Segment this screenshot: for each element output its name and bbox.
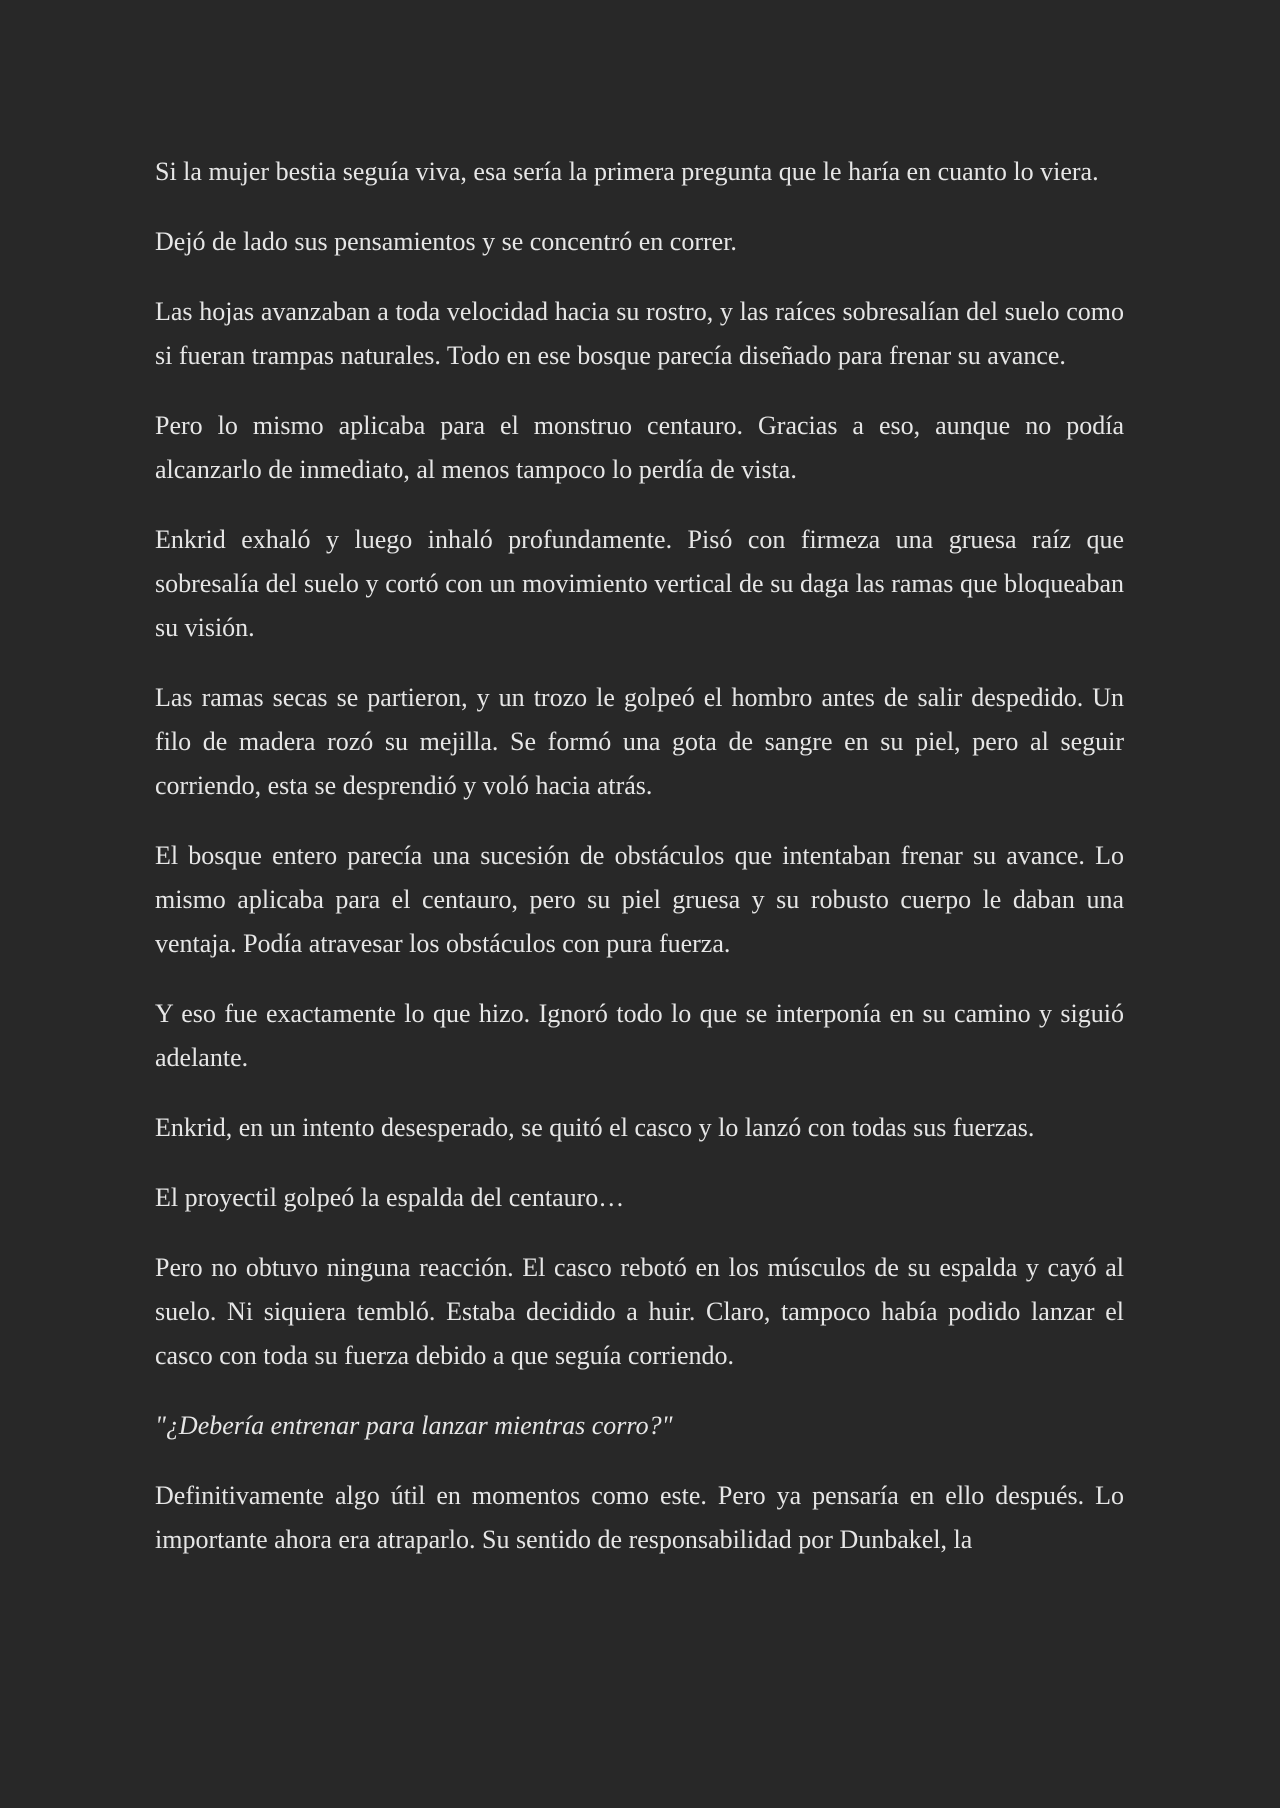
paragraph-11: Pero no obtuvo ninguna reacción. El casco rebotó en los músculos de su espalda y cayó al suelo. Ni siquiera tembló. Estaba decidido a huir. Claro, tampoco había podido lanzar el casco con toda su fuerza debido a que seguía corriendo. <box>155 1253 1124 1370</box>
paragraph-10: El proyectil golpeó la espalda del centauro… <box>155 1183 625 1212</box>
paragraph-1: Si la mujer bestia seguía viva, esa sería la primera pregunta que le haría en cuanto lo viera. <box>155 157 1099 186</box>
paragraph-4: Pero lo mismo aplicaba para el monstruo centauro. Gracias a eso, aunque no podía alcanzarlo de inmediato, al menos tampoco lo perdía de vista. <box>155 411 1124 484</box>
paragraph-5: Enkrid exhaló y luego inhaló profundamente. Pisó con firmeza una gruesa raíz que sobresalía del suelo y cortó con un movimiento vertical de su daga las ramas que bloqueaban su visión. <box>155 525 1124 642</box>
paragraph-13: Definitivamente algo útil en momentos como este. Pero ya pensaría en ello después. Lo importante ahora era atraparlo. Su sentido de responsabilidad por Dunbakel, la <box>155 1481 1124 1554</box>
chapter-text <box>155 150 1124 1562</box>
paragraph-2: Dejó de lado sus pensamientos y se concentró en correr. <box>155 227 737 256</box>
paragraph-7: El bosque entero parecía una sucesión de obstáculos que intentaban frenar su avance. Lo mismo aplicaba para el centauro, pero su piel gruesa y su robusto cuerpo le daban una ventaja. Podía atravesar los obstáculos con pura fuerza. <box>155 841 1124 958</box>
paragraph-6: Las ramas secas se partieron, y un trozo le golpeó el hombro antes de salir despedido. Un filo de madera rozó su mejilla. Se formó una gota de sangre en su piel, pero al seguir corriendo, esta se desprendió y voló hacia atrás. <box>155 683 1124 800</box>
paragraph-9: Enkrid, en un intento desesperado, se quitó el casco y lo lanzó con todas sus fuerzas. <box>155 1113 1035 1142</box>
inner-thought: "¿Debería entrenar para lanzar mientras corro?" <box>155 1411 673 1440</box>
paragraph-3: Las hojas avanzaban a toda velocidad hacia su rostro, y las raíces sobresalían del suelo como si fueran trampas naturales. Todo en ese bosque parecía diseñado para frenar su avance. <box>155 297 1124 370</box>
paragraph-8: Y eso fue exactamente lo que hizo. Ignoró todo lo que se interponía en su camino y siguió adelante. <box>155 999 1124 1072</box>
